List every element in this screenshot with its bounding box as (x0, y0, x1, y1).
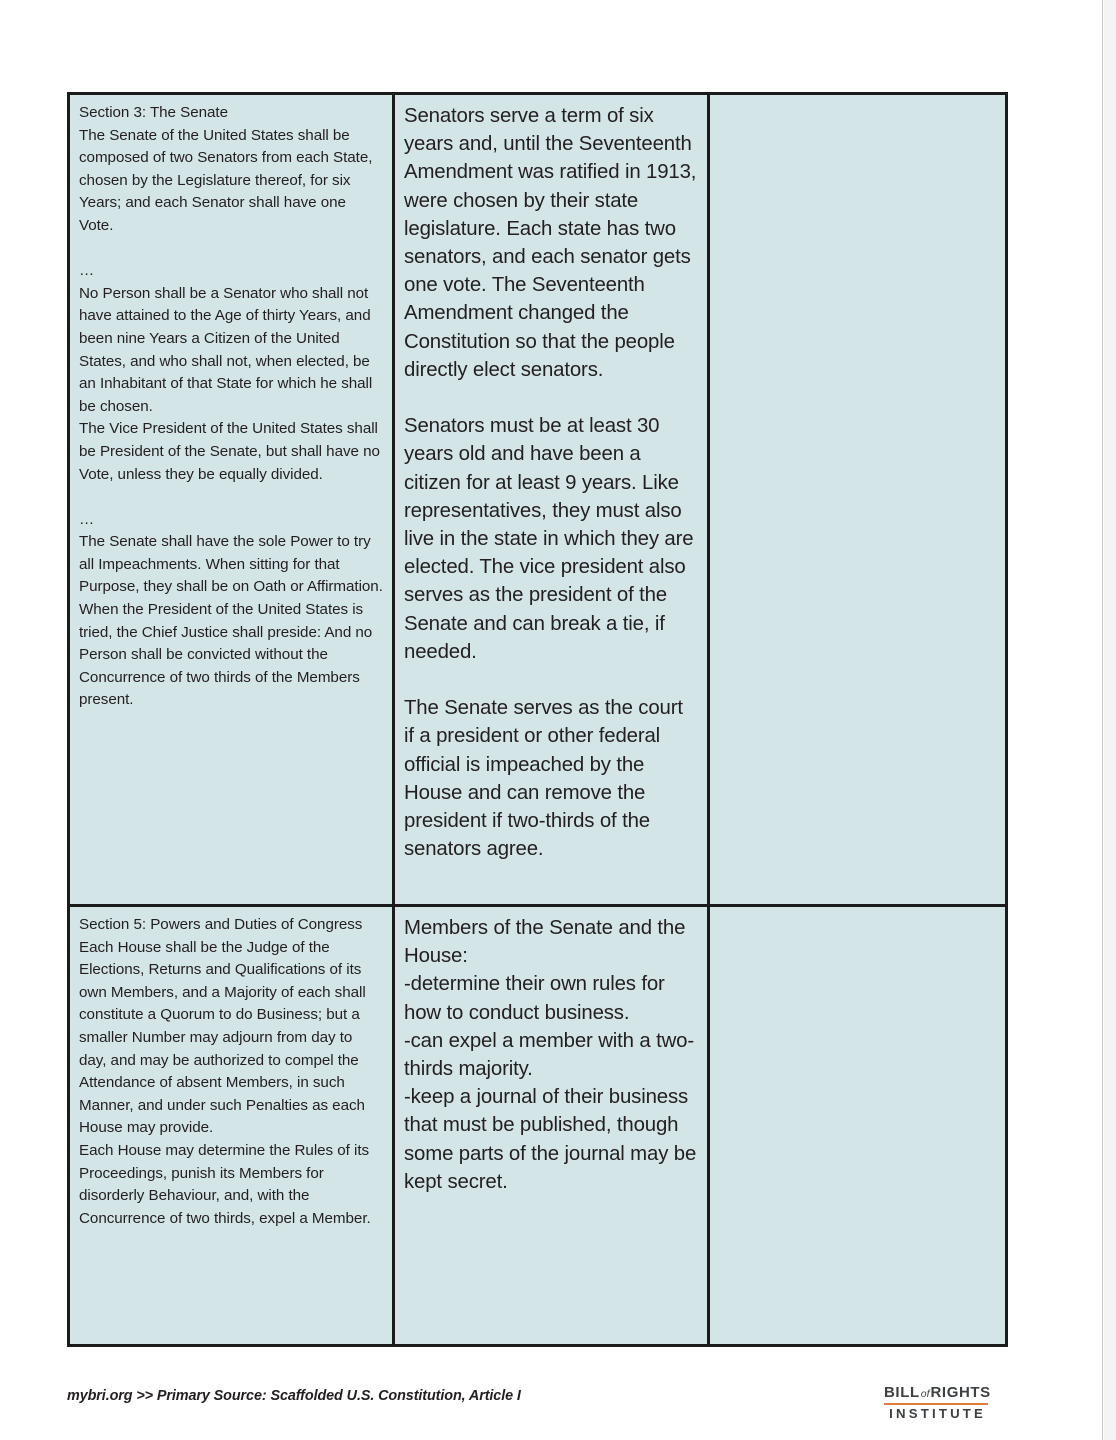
source-paragraph: The Vice President of the United States shall be President of the Senate, but shall have no Vote, unless they be equally divided. (79, 420, 380, 483)
paragraph-spacer (404, 666, 698, 694)
page-footer (0, 1380, 1103, 1440)
source-paragraph: Each House may determine the Rules of its Proceedings, punish its Members for disorderly Behaviour, and, with the Concurrence of two thirds, expel a Member. (79, 1141, 371, 1227)
source-ellipsis: … (79, 262, 95, 280)
source-paragraph: Each House shall be the Judge of the Elections, Returns and Qualifications of its own Members, and a Majority of each shall constitute a Quorum to do Business; but a smaller Number may adjourn from day to day, and may be authorized to compel the Attendance of absent Members, in such Manner, and under such Penalties as each House may provide. (79, 938, 366, 1137)
bill-of-rights-institute-logo (884, 1384, 991, 1421)
logo-line-one (884, 1384, 991, 1402)
source-text-cell-section-5 (69, 906, 394, 1346)
logo-word-bill: BILL (884, 1384, 920, 1401)
plain-bullet: -can expel a member with a two-thirds majority. (404, 1029, 694, 1081)
source-paragraph: The Senate of the United States shall be composed of two Senators from each State, chosen by the Legislature thereof, for six Years; and each Senator shall have one Vote. (79, 126, 373, 234)
table-row (69, 906, 1007, 1346)
source-heading: Section 3: The Senate (79, 104, 228, 121)
plain-bullet: -keep a journal of their business that must be published, though some parts of the journal may be kept secret. (404, 1086, 697, 1193)
source-ellipsis: … (79, 510, 95, 528)
logo-word-of: of (920, 1388, 930, 1400)
paragraph-spacer (79, 486, 383, 509)
table-row (69, 94, 1007, 906)
source-paragraph: No Person shall be a Senator who shall not have attained to the Age of thirty Years, and been nine Years a Citizen of the United States, and who shall not, when elected, be an Inhabitant of that State for which he shall be chosen. (79, 284, 373, 415)
source-heading: Section 5: Powers and Duties of Congress (79, 916, 363, 933)
paragraph-spacer (79, 238, 383, 261)
plain-paragraph: The Senate serves as the court if a president or other federal official is impeached by the House and can remove the president if two-thirds of the senators agree. (404, 697, 683, 861)
plain-paragraph: Senators serve a term of six years and, until the Seventeenth Amendment was ratified in 1913, were chosen by their state legislature. Each state has two senators, and each senator gets one vote. The Seventeenth Amendment changed the Constitution so that the people directly elect senators. (404, 105, 697, 381)
plain-language-cell-section-3 (394, 94, 709, 906)
page-gutter (1104, 0, 1116, 1440)
paragraph-spacer (404, 384, 698, 412)
logo-accent-rule (884, 1403, 988, 1405)
logo-word-rights: RIGHTS (930, 1384, 991, 1401)
plain-paragraph: Senators must be at least 30 years old and have been a citizen for at least 9 years. Like representatives, they must also live in the state in which they are elected. The vice president also serves as the president of the Senate and can break a tie, if needed. (404, 415, 694, 663)
footer-caption: mybri.org >> Primary Source: Scaffolded U.S. Constitution, Article I (67, 1388, 521, 1404)
plain-bullet: -determine their own rules for how to conduct business. (404, 973, 665, 1024)
source-text-cell-section-3 (69, 94, 394, 906)
plain-paragraph: Members of the Senate and the House: (404, 917, 686, 968)
plain-language-cell-section-5 (394, 906, 709, 1346)
logo-line-two: INSTITUTE (889, 1406, 987, 1421)
notes-cell-section-3[interactable] (709, 94, 1007, 906)
notes-cell-section-5[interactable] (709, 906, 1007, 1346)
source-paragraph: The Senate shall have the sole Power to try all Impeachments. When sitting for that Purpose, they shall be on Oath or Affirmation. When the President of the United States is tried, the Chief Justice shall preside: And no Person shall be convicted without the Concurrence of two thirds of the Members present. (79, 533, 383, 709)
scaffolded-constitution-table (67, 92, 1008, 1347)
